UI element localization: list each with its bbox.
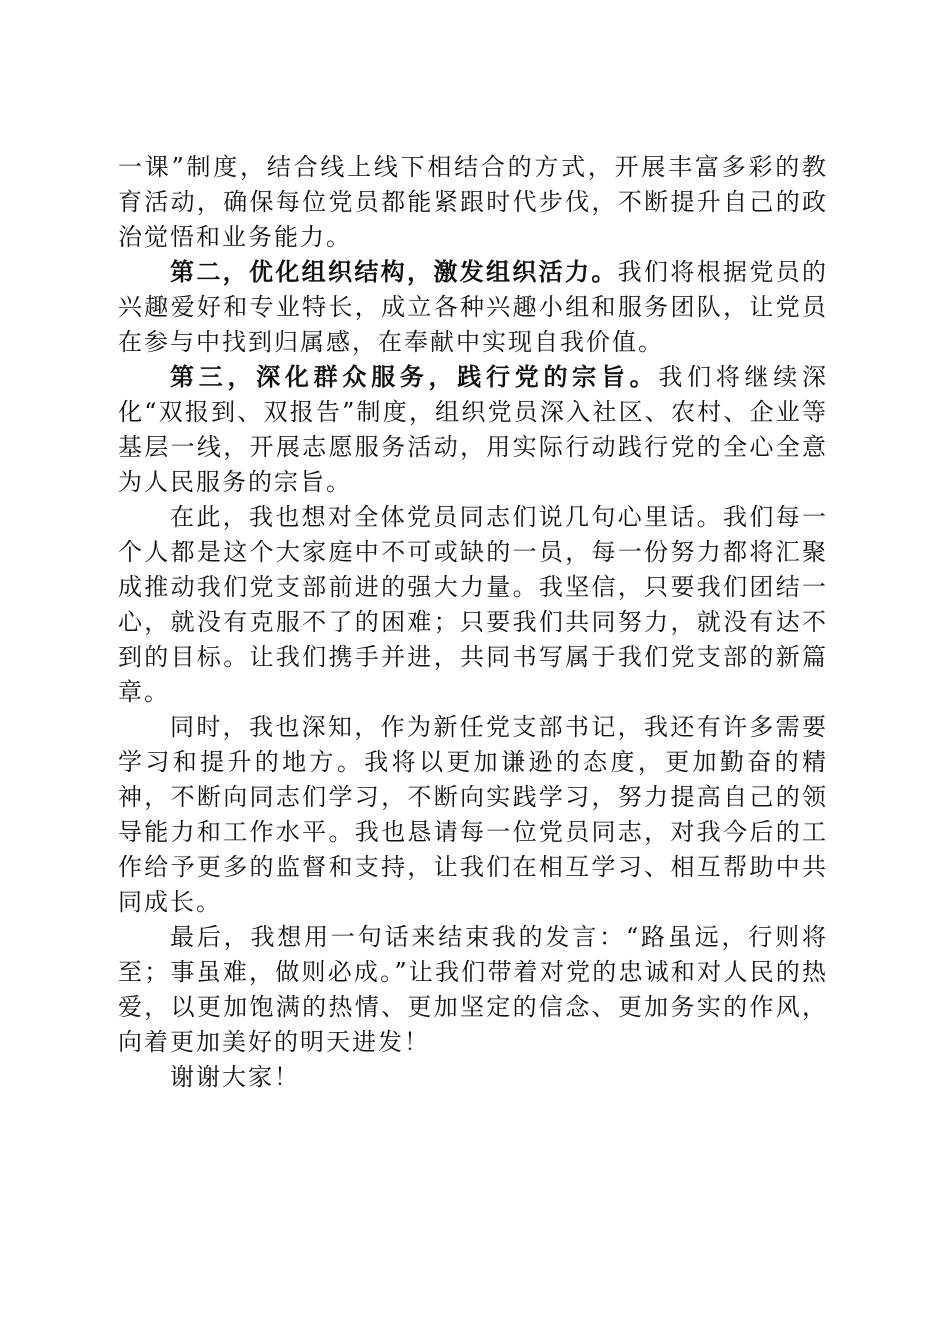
paragraph-continuation xyxy=(118,150,828,255)
paragraph-text: 我们将继续深化“双报到、双报告”制度，组织党员深入社区、农村、企业等基层一线，开展志愿服务活动，用实际行动践行党的全心全意为人民服务的宗旨。 xyxy=(118,363,829,496)
paragraph-self-improvement xyxy=(118,710,828,920)
paragraph-text: 最后，我想用一句话来结束我的发言：“路虽远，行则将至；事虽难，做则必成。”让我们带着对党的忠诚和对人民的热爱，以更加饱满的热情、更加坚定的信念、更加务实的作风，向着更加美好的明天进发！ xyxy=(118,923,828,1056)
document-body xyxy=(118,150,828,1095)
paragraph-heading: 第二，优化组织结构，激发组织活力。 xyxy=(170,258,618,286)
paragraph-thanks xyxy=(118,1060,828,1095)
paragraph-text: 谢谢大家！ xyxy=(170,1063,300,1091)
paragraph-text: 我们将根据党员的兴趣爱好和专业特长，成立各种兴趣小组和服务团队，让党员在参与中找到归属感，在奉献中实现自我价值。 xyxy=(118,258,829,356)
paragraph-heading: 第三，深化群众服务，践行党的宗旨。 xyxy=(170,363,659,391)
paragraph-heartfelt-words xyxy=(118,500,828,710)
paragraph-closing-quote xyxy=(118,920,828,1060)
paragraph-text: 同时，我也深知，作为新任党支部书记，我还有许多需要学习和提升的地方。我将以更加谦逊的态度，更加勤奋的精神，不断向同志们学习，不断向实践学习，努力提高自己的领导能力和工作水平。我也恳请每一位党员同志，对我今后的工作给予更多的监督和支持，让我们在相互学习、相互帮助中共同成长。 xyxy=(118,713,828,916)
paragraph-second-point xyxy=(118,255,828,360)
paragraph-text: 在此，我也想对全体党员同志们说几句心里话。我们每一个人都是这个大家庭中不可或缺的一员，每一份努力都将汇聚成推动我们党支部前进的强大力量。我坚信，只要我们团结一心，就没有克服不了的困难；只要我们共同努力，就没有达不到的目标。让我们携手并进，共同书写属于我们党支部的新篇章。 xyxy=(118,503,828,706)
paragraph-third-point xyxy=(118,360,828,500)
paragraph-text: 一课”制度，结合线上线下相结合的方式，开展丰富多彩的教育活动，确保每位党员都能紧跟时代步伐，不断提升自己的政治觉悟和业务能力。 xyxy=(118,153,828,251)
